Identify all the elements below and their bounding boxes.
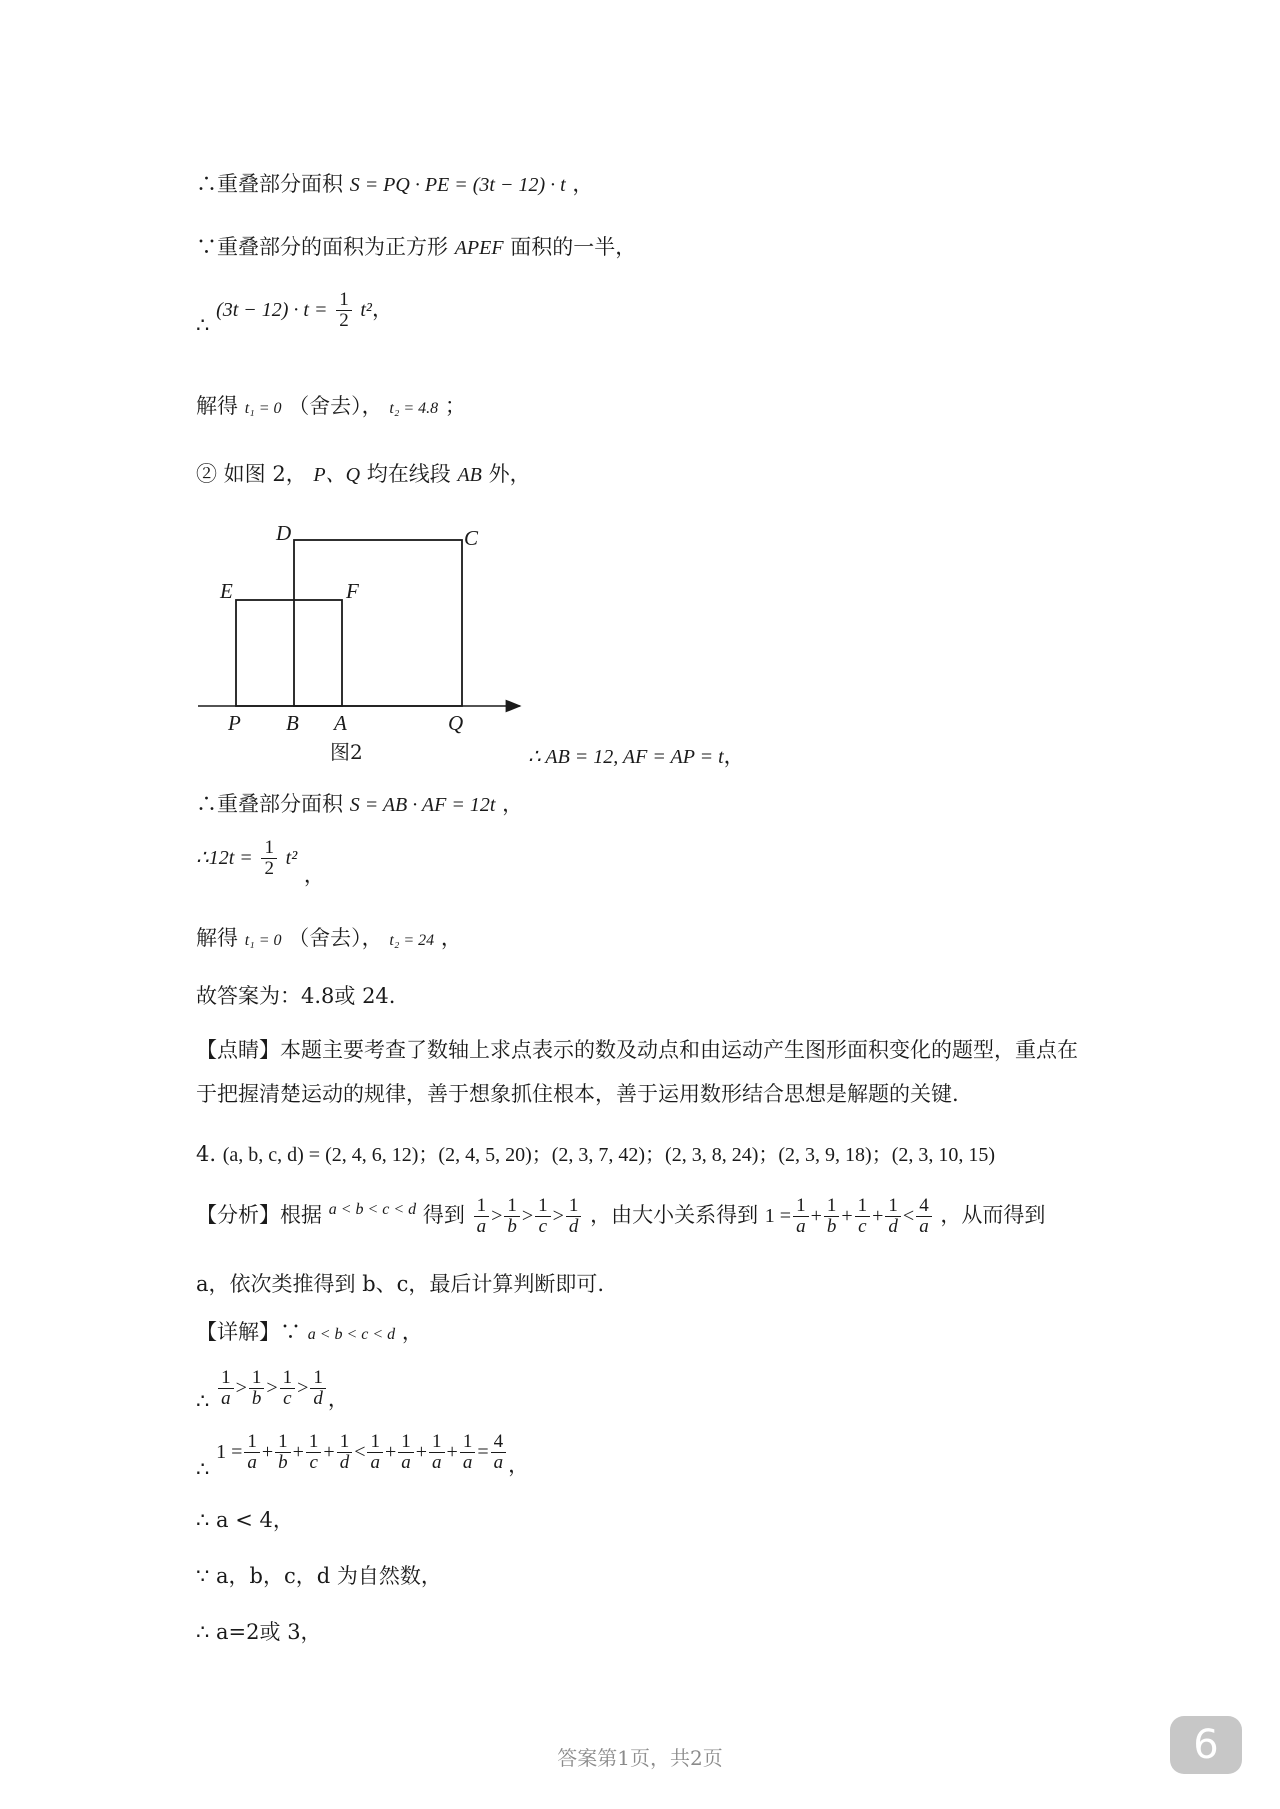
equation-line-1: ∴ (3t − 12) · t = $\frac{1}{2}$ t²， bbox=[196, 289, 393, 337]
formula: S = AB · AF = 12t bbox=[349, 794, 496, 816]
detail-line: 【详解】∵ a < b < c < d ， bbox=[196, 1320, 423, 1344]
label-p: P bbox=[228, 711, 241, 735]
text: ∵重叠部分的面积为正方形 bbox=[196, 235, 448, 259]
label-c: C bbox=[464, 526, 479, 550]
text: 外， bbox=[488, 462, 531, 486]
label-b: B bbox=[286, 711, 299, 735]
text: ∴重叠部分面积 bbox=[196, 172, 343, 196]
a-less-than-4: ∴ a < 4， bbox=[196, 1508, 294, 1532]
formula: a < b < c < d bbox=[307, 1326, 396, 1343]
text: ，从而得到 bbox=[940, 1202, 1046, 1227]
fraction-half-2: $\frac{1}{2}$ bbox=[261, 838, 277, 879]
a-equals-line: ∴ a=2或 3， bbox=[196, 1620, 322, 1644]
label-f: F bbox=[346, 579, 359, 603]
figure-2-diagram bbox=[190, 518, 550, 768]
page-number-badge[interactable]: 6 bbox=[1170, 1716, 1242, 1774]
therefore-symbol: ∴ bbox=[196, 312, 210, 337]
formula: t₂ = 4.8 bbox=[389, 400, 439, 417]
half-area-line bbox=[196, 235, 636, 260]
text: 【详解】∵ bbox=[196, 1320, 301, 1344]
text: （舍去）， bbox=[288, 926, 383, 950]
text: 均在线段 bbox=[366, 462, 451, 486]
formula: APEF bbox=[454, 237, 504, 259]
formula: t₂ = 24 bbox=[389, 932, 435, 949]
formula: P、Q bbox=[313, 464, 361, 486]
overlap-area-line-2: ∴重叠部分面积 S = AB · AF = 12t ， bbox=[196, 792, 524, 816]
inequality-line: ∴ $\frac{1}{a}$ > $\frac{1}{b}$ > $\frac{1}{c}$ > $\frac{1}{d}$ ， bbox=[196, 1367, 349, 1413]
formula-rhs: t² bbox=[360, 298, 372, 321]
figure-title: 图2 bbox=[330, 740, 363, 764]
text: 得到 bbox=[422, 1202, 465, 1227]
equation-line-2: ∴12t = $\frac{1}{2}$ t² ， bbox=[196, 837, 325, 887]
text: ； bbox=[444, 394, 466, 418]
label-q: Q bbox=[448, 711, 464, 735]
formula: S = PQ · PE = (3t − 12) · t bbox=[349, 174, 566, 196]
text: ② 如图 2， bbox=[196, 462, 307, 486]
formula: t₁ = 0 bbox=[244, 932, 282, 949]
fraction-half: $\frac{1}{2}$ bbox=[336, 290, 352, 331]
formula-lhs: ∴12t = bbox=[196, 846, 253, 869]
overlap-area-line: ∴重叠部分面积 S = PQ · PE = (3t − 12) · t ， bbox=[196, 172, 594, 196]
label-e: E bbox=[220, 579, 233, 603]
question-number: 4. bbox=[196, 1142, 217, 1166]
natural-numbers-line: ∵ a，b，c，d 为自然数， bbox=[196, 1564, 442, 1588]
text: （舍去）， bbox=[288, 394, 383, 418]
analysis-continuation: a，依次类推得到 b、c，最后计算判断即可. bbox=[196, 1272, 605, 1296]
answer-tuples: (a, b, c, d) = (2, 4, 6, 12)；(2, 4, 5, 20)；(2, 3, 7, 42)；(2, 3, 8, 24)；(2, 3, 9, 18)；(2, 3, 10, 15) bbox=[222, 1144, 996, 1166]
text: 解得 bbox=[196, 926, 238, 950]
formula: ∴ AB = 12, AF = AP = t bbox=[528, 746, 724, 768]
solution-line-2: 解得 t₁ = 0 （舍去）， t₂ = 24 ， bbox=[196, 926, 462, 950]
therefore-symbol: ∴ bbox=[196, 1388, 210, 1413]
case-two-line bbox=[196, 462, 531, 487]
formula-rhs: t² bbox=[285, 846, 298, 869]
rectangle-abcd bbox=[294, 540, 462, 706]
question-4-answer bbox=[196, 1142, 995, 1167]
ab-af-line: ∴ AB = 12, AF = AP = t， bbox=[528, 744, 745, 768]
formula: t₁ = 0 bbox=[244, 400, 282, 417]
text: 【分析】根据 bbox=[196, 1202, 322, 1227]
solution-line-1 bbox=[196, 394, 466, 419]
text: 解得 bbox=[196, 394, 238, 418]
label-d: D bbox=[276, 521, 292, 545]
formula: a < b < c < d bbox=[328, 1200, 417, 1218]
formula-lhs: (3t − 12) · t = bbox=[216, 298, 328, 321]
therefore-symbol: ∴ bbox=[196, 1456, 210, 1481]
formula: AB bbox=[457, 464, 482, 486]
final-answer: 故答案为：4.8或 24. bbox=[196, 984, 396, 1008]
comment-paragraph: 【点睛】本题主要考查了数轴上求点表示的数及动点和由运动产生图形面积变化的题型，重点在于把握清楚运动的规律，善于想象抓住根本，善于运用数形结合思想是解题的关键. bbox=[196, 1038, 1078, 1106]
analysis-line: 【分析】根据 $^{a < b < c < d}$ 得到 $\frac{1}{a}$ > $\frac{1}{b}$ > $\frac{1}{c}$ > $\frac{1}{d}$ ，由大小关系得到 1 = $\frac{1}{a}$ + $\frac{1}{b}$ + $\frac{1}{c}$ + $\frac{1}{d}$ < $\frac{4}{a}$ ，从而得到 bbox=[196, 1195, 1046, 1237]
square-apef bbox=[236, 600, 342, 706]
sum-inequality-line: ∴ 1 = $\frac{1}{a}$ + $\frac{1}{b}$ + $\frac{1}{c}$ + $\frac{1}{d}$ < $\frac{1}{a}$ + $\frac{1}{a}$ + $\frac{1}{a}$ + $\frac{1}{a}$ = $\frac{4}{a}$ ， bbox=[196, 1431, 530, 1481]
text: 面积的一半， bbox=[510, 235, 637, 259]
label-a: A bbox=[334, 711, 347, 735]
text: ，由大小关系得到 bbox=[590, 1202, 759, 1227]
page-footer: 答案第1页，共2页 bbox=[557, 1746, 723, 1770]
text: ∴重叠部分面积 bbox=[196, 792, 343, 816]
